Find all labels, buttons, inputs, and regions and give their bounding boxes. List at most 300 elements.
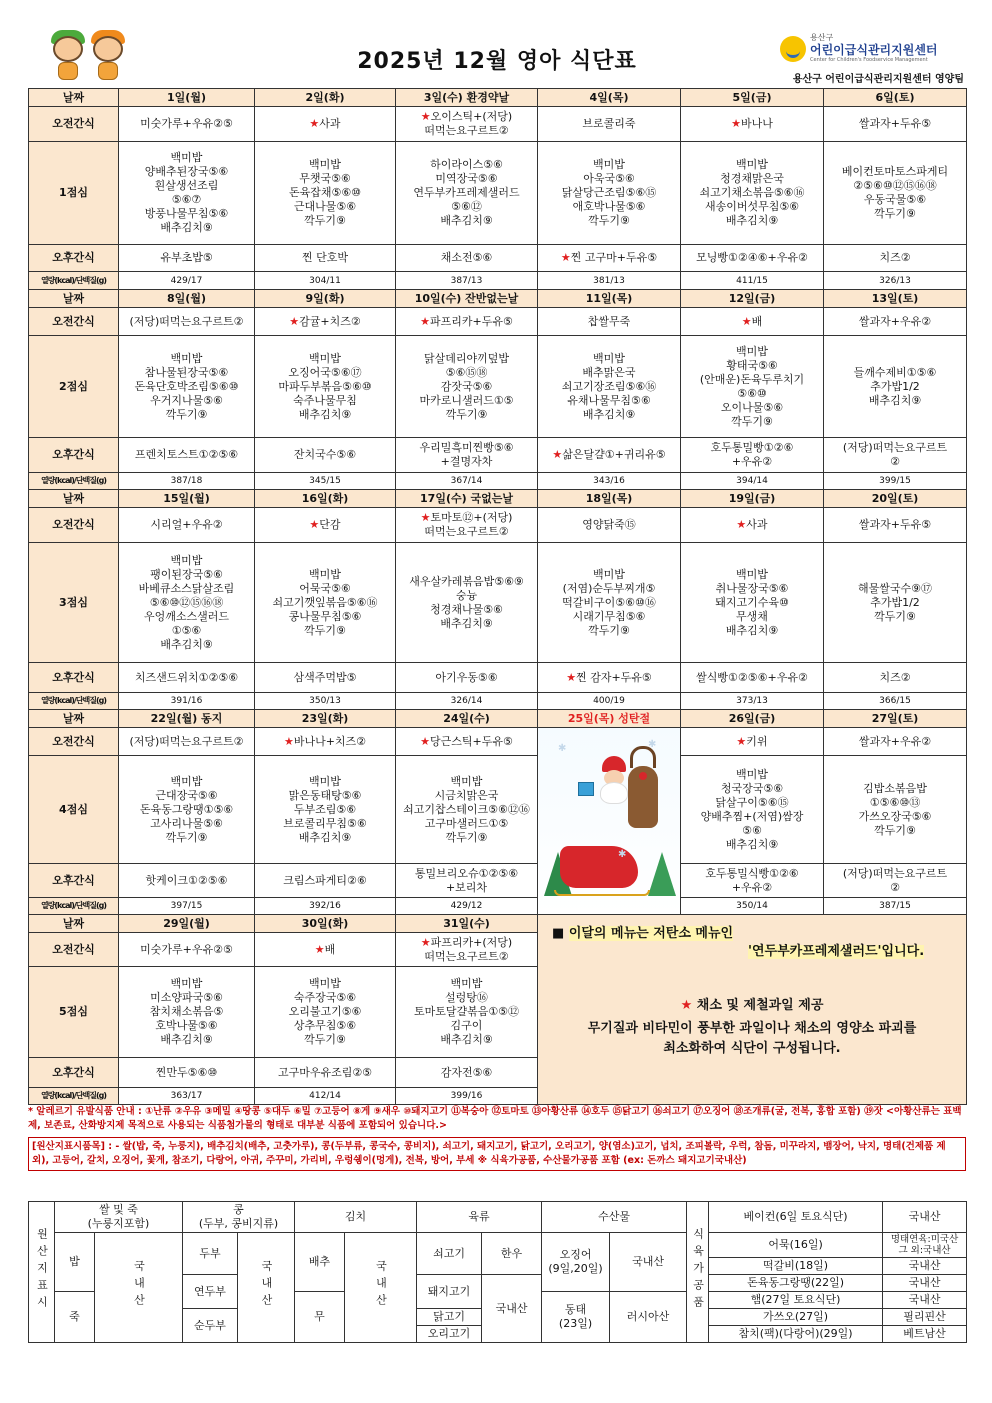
pm-menu-cell bbox=[119, 864, 255, 898]
menu-line: 쇠고기장조림⑤⑥⑯ bbox=[561, 379, 657, 393]
am-row-week-1 bbox=[29, 107, 967, 142]
menu-line: 367/14 bbox=[450, 476, 483, 486]
menu-line: 브로콜리죽 bbox=[582, 117, 636, 130]
pm-row-week-3 bbox=[29, 663, 967, 693]
menu-line: 유부초밥⑤ bbox=[160, 251, 213, 264]
menu-line: +우유② bbox=[731, 455, 773, 468]
menu-line: 쌀과자+두유⑤ bbox=[858, 518, 932, 531]
pm-menu-cell bbox=[824, 663, 967, 693]
menu-line: 394/14 bbox=[736, 476, 768, 486]
nut-menu-cell bbox=[255, 898, 396, 915]
nut-menu-cell bbox=[538, 272, 681, 290]
am-menu-cell bbox=[255, 728, 396, 756]
pm-row-week-4 bbox=[29, 864, 967, 898]
snowflake-icon: ✱ bbox=[558, 743, 567, 754]
nut-menu-cell bbox=[255, 693, 396, 710]
star-icon: ★ bbox=[560, 251, 571, 264]
lunch-menu-cell bbox=[119, 543, 255, 663]
menu-line: 황태국⑤⑥ bbox=[726, 358, 778, 372]
am-menu-cell bbox=[681, 308, 824, 336]
menu-line: 400/19 bbox=[593, 696, 625, 706]
menu-line: 호두통밀식빵①②⑥ bbox=[705, 866, 799, 880]
rice-bap: 밥 bbox=[55, 1233, 95, 1292]
menu-line: 배추김치⑨ bbox=[160, 221, 213, 234]
nut-row-week-3 bbox=[29, 693, 967, 710]
pm-menu-cell bbox=[824, 245, 967, 272]
pm-menu-cell bbox=[255, 1058, 396, 1088]
star-icon: ★ bbox=[736, 518, 747, 531]
am-menu-cell bbox=[119, 508, 255, 543]
menu-line: 381/13 bbox=[593, 275, 625, 286]
meat-beef-origin: 한우 bbox=[482, 1233, 542, 1275]
am-label: 오전간식 bbox=[29, 508, 119, 543]
allergy-list: * 알레르기 유발식품 안내 : ①난류 ②우유 ③메밀 ④땅콩 ⑤대두 ⑥밀 ⑦고등어 ⑧게 ⑨새우 ⑩돼지고기 ⑪복숭아 ⑫토마토 ⑬아황산류 ⑭호두 ⑮닭고기 ⑯쇠고기 ⑰오징어 ⑱조개류(굴, 전복, 홍합 포함) ⑲잣 <아황산류는 표백제, 보존료, 산화방지제 목적으로 사용되는 식품첨가물의 형태로 대부분 식품에 포함되어 있습니다.> bbox=[28, 1106, 962, 1131]
am-label: 오전간식 bbox=[29, 728, 119, 756]
menu-line: 백미밥 bbox=[736, 344, 768, 358]
menu-line: 399/15 bbox=[879, 476, 911, 486]
nut-menu-cell bbox=[681, 693, 824, 710]
date-row-week-4 bbox=[29, 710, 967, 728]
date-cell: 18일(목) bbox=[538, 490, 681, 508]
menu-line: 우동국물⑤⑥ bbox=[863, 193, 927, 206]
lunch-menu-cell bbox=[824, 336, 967, 438]
menu-line: +결명자차 bbox=[440, 455, 493, 468]
menu-line: (저당)떠먹는요구르트 bbox=[842, 866, 948, 880]
menu-line: 베이컨토마토스파게티 bbox=[841, 165, 949, 178]
pm-menu-cell bbox=[681, 663, 824, 693]
menu-line: ⑤⑥⑩⑫⑮⑯⑱ bbox=[149, 595, 224, 609]
meat-beef: 쇠고기 bbox=[417, 1233, 482, 1275]
pm-menu-cell bbox=[396, 438, 538, 473]
menu-line: 해물쌀국수⑨⑰ bbox=[858, 581, 932, 595]
menu-line: ★토마토⑫+(저당) bbox=[420, 511, 513, 524]
menu-line: 깍두기⑨ bbox=[588, 214, 630, 227]
am-menu-cell bbox=[119, 308, 255, 336]
menu-line: 떠먹는요구르트② bbox=[424, 949, 509, 963]
bean-soft-tofu: 연두부 bbox=[183, 1275, 238, 1309]
menu-line: 배추김치⑨ bbox=[582, 407, 636, 421]
menu-line: 우리밀흑미찐빵⑤⑥ bbox=[419, 441, 514, 454]
date-label: 날짜 bbox=[29, 290, 119, 308]
menu-line: 쌀과자+우유② bbox=[858, 314, 932, 328]
menu-line: 맑은동태탕⑤⑥ bbox=[288, 788, 362, 802]
lunch-menu-cell bbox=[119, 142, 255, 245]
menu-line: 들깨수제비①⑤⑥ bbox=[853, 365, 937, 379]
menu-line: 304/11 bbox=[309, 275, 341, 286]
logo-district: 용산구 bbox=[810, 33, 834, 42]
lunch-menu-cell bbox=[538, 543, 681, 663]
star-icon: ★ bbox=[289, 314, 300, 328]
lunch-menu-cell bbox=[396, 142, 538, 245]
lunch-menu-cell bbox=[681, 543, 824, 663]
menu-line: 고사리나물⑤⑥ bbox=[150, 816, 223, 830]
menu-line: 오리불고기⑤⑥ bbox=[288, 1005, 362, 1018]
menu-line: 387/13 bbox=[450, 275, 483, 286]
menu-line: ⑤⑥⑦ bbox=[171, 193, 202, 206]
menu-line: 찹쌀무죽 bbox=[587, 314, 631, 328]
menu-line: 백미밥 bbox=[170, 351, 203, 365]
processed-origin: 국내산 bbox=[883, 1202, 967, 1233]
menu-line: 크림스파게티②⑥ bbox=[283, 873, 367, 887]
kimchi-header: 김치 bbox=[295, 1202, 417, 1233]
menu-line: 치즈② bbox=[879, 251, 911, 264]
processed-item: 참치(팩)(다랑어)(29일) bbox=[709, 1326, 883, 1343]
logo-english-name: Center for Children's Foodservice Management bbox=[810, 57, 928, 63]
lunch-row-week-4 bbox=[29, 756, 967, 864]
lunch-label: 5점심 bbox=[29, 967, 119, 1058]
star-icon: ★ bbox=[420, 314, 431, 328]
menu-line: 돈육단호박조림⑤⑥⑩ bbox=[134, 379, 239, 393]
am-menu-cell bbox=[255, 933, 396, 967]
am-menu-cell bbox=[119, 933, 255, 967]
menu-line: 백미밥 bbox=[170, 977, 203, 990]
origin-table bbox=[28, 1201, 967, 1343]
sea-squid: 오징어 (9일,20일) bbox=[542, 1233, 610, 1292]
menu-line: 닭살당근조림⑤⑥⑮ bbox=[561, 186, 657, 199]
menu-line: 감자전⑤⑥ bbox=[440, 1065, 493, 1079]
menu-line: 돼지고기수육⑩ bbox=[715, 595, 789, 609]
menu-line: 청경채맑은국 bbox=[720, 172, 784, 185]
menu-line: 양배추된장국⑤⑥ bbox=[144, 165, 229, 178]
menu-line: 모닝빵①②④⑥+우유② bbox=[696, 251, 808, 264]
nut-menu-cell bbox=[255, 1088, 396, 1105]
star-icon: ★ bbox=[420, 935, 431, 949]
menu-line: 고구마샐러드①⑤ bbox=[424, 816, 509, 830]
bean-sundubu: 순두부 bbox=[183, 1309, 238, 1343]
star-icon: ★ bbox=[731, 117, 741, 130]
date-cell: 15일(월) bbox=[119, 490, 255, 508]
am-menu-cell bbox=[538, 107, 681, 142]
date-row-week-5 bbox=[29, 915, 967, 933]
menu-line: 배추김치⑨ bbox=[298, 407, 352, 421]
christmas-illustration bbox=[538, 728, 681, 915]
am-menu-cell bbox=[681, 508, 824, 543]
lunch-menu-cell bbox=[396, 756, 538, 864]
menu-line: 배추김치⑨ bbox=[725, 837, 779, 851]
menu-line: 아기우동⑤⑥ bbox=[435, 670, 498, 684]
date-label: 날짜 bbox=[29, 490, 119, 508]
menu-line: 오징어국⑤⑥⑰ bbox=[288, 365, 362, 379]
menu-line: 콩나물무침⑤⑥ bbox=[288, 609, 362, 623]
processed-origin: 국내산 bbox=[883, 1275, 967, 1292]
menu-line: 숭늉 bbox=[455, 588, 478, 602]
star-icon: ★ bbox=[566, 670, 577, 684]
menu-line: 오이나물⑤⑥ bbox=[720, 400, 784, 414]
menu-line: 쌀과자+우유② bbox=[858, 734, 932, 748]
lunch-menu-cell bbox=[538, 142, 681, 245]
menu-line: 깍두기⑨ bbox=[874, 609, 916, 623]
menu-line: 잔치국수⑤⑥ bbox=[293, 448, 357, 461]
snowflake-icon: ✱ bbox=[618, 849, 627, 860]
menu-line: 호박나물⑤⑥ bbox=[155, 1019, 218, 1032]
menu-line: 백미밥 bbox=[736, 767, 768, 781]
menu-line: ★당근스틱+두유⑤ bbox=[420, 734, 513, 748]
lunch-menu-cell bbox=[255, 543, 396, 663]
date-cell: 23일(화) bbox=[255, 710, 396, 728]
date-cell: 13일(토) bbox=[824, 290, 967, 308]
menu-line: 애호박나물⑤⑥ bbox=[572, 200, 646, 213]
sleigh-runner-icon bbox=[554, 890, 650, 896]
menu-line: 366/15 bbox=[879, 696, 911, 706]
menu-line: 백미밥 bbox=[170, 553, 203, 567]
menu-line: ★찐 고구마+두유⑤ bbox=[560, 251, 658, 264]
tree-icon bbox=[648, 852, 676, 896]
menu-line: 김구이 bbox=[450, 1019, 483, 1032]
menu-line: 쇠고기찹스테이크⑤⑥⑫⑯ bbox=[403, 802, 530, 816]
lunch-menu-cell bbox=[681, 756, 824, 864]
bean-header: 콩 (두부, 콩비지류) bbox=[183, 1202, 295, 1233]
menu-line: 399/16 bbox=[450, 1091, 483, 1101]
lunch-menu-cell bbox=[681, 336, 824, 438]
pm-menu-cell bbox=[255, 438, 396, 473]
lunch-label: 2점심 bbox=[29, 336, 119, 438]
menu-line: ①⑤⑥ bbox=[171, 623, 202, 637]
kimchi-cabbage: 배추 bbox=[295, 1233, 345, 1292]
am-menu-cell bbox=[681, 728, 824, 756]
menu-line: 429/17 bbox=[170, 275, 203, 286]
menu-line: ★바나나 bbox=[731, 117, 773, 130]
date-cell: 5일(금) bbox=[681, 89, 824, 107]
lunch-menu-cell bbox=[119, 336, 255, 438]
nut-menu-cell bbox=[824, 272, 967, 290]
menu-line: 돈육동그랑땡①⑤⑥ bbox=[139, 802, 234, 816]
menu-line: 350/14 bbox=[736, 901, 768, 911]
menu-line: 쇠고기채소볶음⑤⑥⑯ bbox=[699, 186, 805, 199]
nut-menu-cell bbox=[681, 898, 824, 915]
pm-row-week-1 bbox=[29, 245, 967, 272]
pm-row-week-2 bbox=[29, 438, 967, 473]
menu-line: 추가밥1/2 bbox=[870, 379, 920, 393]
date-label: 날짜 bbox=[29, 915, 119, 933]
menu-line: 삼색주먹밥⑤ bbox=[293, 670, 357, 684]
date-cell: 9일(화) bbox=[255, 290, 396, 308]
date-cell: 3일(수) 환경약날 bbox=[396, 89, 538, 107]
date-cell: 25일(목) 성탄절 bbox=[538, 710, 681, 728]
menu-line: 백미밥 bbox=[450, 977, 483, 990]
menu-line: 청경채나물⑤⑥ bbox=[430, 602, 503, 616]
processed-origin bbox=[883, 1233, 967, 1258]
menu-line: 근대나물⑤⑥ bbox=[293, 200, 357, 213]
menu-line: 호두통밀빵①②⑥ bbox=[710, 441, 794, 454]
menu-line: 치즈② bbox=[879, 670, 911, 684]
menu-line: 깍두기⑨ bbox=[165, 830, 208, 844]
menu-line: 미역장국⑤⑥ bbox=[435, 172, 498, 185]
nut-menu-cell bbox=[824, 473, 967, 490]
notice-line-1: 이달의 메뉴는 저탄소 메뉴인 bbox=[568, 926, 734, 941]
date-cell: 8일(월) bbox=[119, 290, 255, 308]
am-menu-cell bbox=[396, 933, 538, 967]
menu-line: 시리얼+우유② bbox=[150, 518, 223, 531]
menu-line: 326/13 bbox=[879, 275, 911, 286]
date-cell: 20일(토) bbox=[824, 490, 967, 508]
processed-origin: 국내산 bbox=[883, 1258, 967, 1275]
star-icon: ★ bbox=[314, 942, 325, 956]
menu-line: 363/17 bbox=[170, 1091, 203, 1101]
menu-line: 하이라이스⑤⑥ bbox=[430, 158, 503, 171]
nut-menu-cell bbox=[396, 1088, 538, 1105]
menu-line: 어묵국⑤⑥ bbox=[299, 581, 351, 595]
date-cell: 24일(수) bbox=[396, 710, 538, 728]
am-menu-cell bbox=[396, 728, 538, 756]
am-menu-cell bbox=[538, 508, 681, 543]
lunch-menu-cell bbox=[824, 142, 967, 245]
date-cell: 29일(월) bbox=[119, 915, 255, 933]
lunch-menu-cell bbox=[255, 142, 396, 245]
menu-line: 깍두기⑨ bbox=[165, 407, 208, 421]
nut-menu-cell bbox=[538, 473, 681, 490]
lunch-label: 1점심 bbox=[29, 142, 119, 245]
menu-line: ★배 bbox=[314, 942, 336, 956]
nut-menu-cell bbox=[396, 473, 538, 490]
menu-line: 백미밥 bbox=[309, 158, 341, 171]
am-row-week-2 bbox=[29, 308, 967, 336]
meat-header: 육류 bbox=[417, 1202, 542, 1233]
menu-line: 취나물장국⑤⑥ bbox=[715, 581, 789, 595]
menu-line: 설렁탕⑯ bbox=[445, 991, 488, 1004]
am-menu-cell bbox=[396, 107, 538, 142]
pm-menu-cell bbox=[538, 438, 681, 473]
menu-line: 백미밥 bbox=[170, 774, 203, 788]
menu-line: ②⑤⑥⑩⑫⑮⑯⑱ bbox=[853, 179, 937, 192]
star-icon: ★ bbox=[741, 314, 752, 328]
origin-line: 명태연육:미국산 bbox=[890, 1234, 959, 1245]
star-icon: ★ bbox=[309, 117, 320, 130]
gift-icon bbox=[578, 782, 594, 796]
menu-line: 백미밥 bbox=[593, 351, 625, 365]
date-cell: 16일(화) bbox=[255, 490, 396, 508]
menu-line: 깍두기⑨ bbox=[304, 623, 346, 637]
rice-juk: 죽 bbox=[55, 1292, 95, 1343]
menu-line: 배추김치⑨ bbox=[160, 1033, 213, 1046]
menu-line: 411/15 bbox=[736, 275, 768, 286]
snowflake-icon: ✱ bbox=[648, 739, 657, 750]
menu-line: 배추김치⑨ bbox=[160, 637, 213, 651]
menu-line: 345/15 bbox=[309, 476, 341, 486]
star-icon: ★ bbox=[420, 511, 431, 524]
logo-center-name: 어린이급식관리지원센터 bbox=[810, 43, 938, 57]
date-cell: 31일(수) bbox=[396, 915, 538, 933]
menu-line: ★키위 bbox=[736, 734, 768, 748]
menu-line: 미숫가루+우유②⑤ bbox=[140, 117, 233, 130]
menu-line: 백미밥 bbox=[736, 158, 768, 171]
menu-line: 깍두기⑨ bbox=[304, 1033, 346, 1046]
lunch-menu-cell bbox=[396, 967, 538, 1058]
am-menu-cell bbox=[824, 308, 967, 336]
menu-line: 통밀브리오슈①②⑤⑥ bbox=[414, 866, 519, 880]
nut-menu-cell bbox=[119, 1088, 255, 1105]
nut-label: 열량(kcal)/단백질(g) bbox=[29, 473, 119, 490]
date-cell: 6일(토) bbox=[824, 89, 967, 107]
origin-line: 그 외:국내산 bbox=[898, 1245, 951, 1256]
santa-icon bbox=[594, 756, 634, 814]
meat-duck: 오리고기 bbox=[417, 1326, 482, 1343]
page-header bbox=[28, 30, 966, 86]
menu-line: 돈육잡채⑤⑥⑩ bbox=[288, 186, 362, 199]
pm-menu-cell bbox=[255, 864, 396, 898]
lunch-menu-cell bbox=[824, 756, 967, 864]
menu-line: 백미밥 bbox=[309, 567, 341, 581]
menu-line: 치즈샌드위치①②⑤⑥ bbox=[134, 670, 239, 684]
lunch-row-week-2 bbox=[29, 336, 967, 438]
am-label: 오전간식 bbox=[29, 308, 119, 336]
processed-item: 베이컨(6일 토요식단) bbox=[709, 1202, 883, 1233]
menu-line: 연두부카프레제샐러드 bbox=[413, 186, 520, 199]
menu-line: 청국장국⑤⑥ bbox=[720, 781, 784, 795]
pm-menu-cell bbox=[255, 663, 396, 693]
pm-menu-cell bbox=[824, 864, 967, 898]
page-title: 2025년 12월 영아 식단표 bbox=[357, 49, 637, 74]
processed-item: 가쓰오(27일) bbox=[709, 1309, 883, 1326]
pm-menu-cell bbox=[396, 245, 538, 272]
nut-menu-cell bbox=[119, 693, 255, 710]
menu-line: 두부조림⑤⑥ bbox=[293, 802, 357, 816]
menu-line: ⑤⑥⑮⑱ bbox=[445, 365, 488, 379]
menu-line: (저당)떠먹는요구르트 bbox=[842, 441, 948, 454]
menu-line: 닭살구이⑤⑥⑮ bbox=[715, 795, 789, 809]
menu-line: (저당)떠먹는요구르트② bbox=[129, 314, 244, 328]
allergy-notice bbox=[28, 1105, 966, 1171]
am-menu-cell bbox=[119, 107, 255, 142]
square-bullet-icon: ■ bbox=[552, 926, 569, 941]
team-name: 용산구 어린이급식관리지원센터 영양팀 bbox=[792, 74, 964, 85]
menu-line: 양배추찜+(저염)쌈장 bbox=[700, 809, 804, 823]
processed-item: 햄(27일 토요식단) bbox=[709, 1292, 883, 1309]
date-cell: 17일(수) 국없는날 bbox=[396, 490, 538, 508]
date-row-week-1 bbox=[29, 89, 967, 107]
menu-line: 백미밥 bbox=[593, 567, 625, 581]
menu-line: 391/16 bbox=[170, 696, 203, 706]
date-cell: 30일(화) bbox=[255, 915, 396, 933]
menu-line: 흰살생선조림 bbox=[154, 179, 219, 192]
menu-line: 깍두기⑨ bbox=[445, 830, 488, 844]
kimchi-radish: 무 bbox=[295, 1292, 345, 1343]
menu-line: ⑤⑥⑩ bbox=[737, 386, 767, 400]
lunch-menu-cell bbox=[538, 336, 681, 438]
lunch-label: 3점심 bbox=[29, 543, 119, 663]
lunch-menu-cell bbox=[255, 756, 396, 864]
date-row-week-3 bbox=[29, 490, 967, 508]
menu-line: 바베큐소스닭살조림 bbox=[138, 581, 235, 595]
menu-line: ★사과 bbox=[309, 117, 341, 130]
date-cell: 4일(목) bbox=[538, 89, 681, 107]
menu-line: 영양닭죽⑮ bbox=[582, 518, 636, 531]
pm-menu-cell bbox=[396, 1058, 538, 1088]
am-menu-cell bbox=[119, 728, 255, 756]
menu-line: 핫케이크①②⑤⑥ bbox=[145, 873, 228, 887]
rice-origin: 국내산 bbox=[95, 1233, 183, 1343]
menu-line: 배추김치⑨ bbox=[440, 616, 493, 630]
pm-menu-cell bbox=[681, 438, 824, 473]
lunch-menu-cell bbox=[255, 967, 396, 1058]
date-cell: 12일(금) bbox=[681, 290, 824, 308]
menu-line: 우거지나물⑤⑥ bbox=[150, 393, 223, 407]
menu-line: 쌀과자+두유⑤ bbox=[858, 117, 932, 130]
pm-menu-cell bbox=[538, 663, 681, 693]
processed-food-label: 식육가공품 bbox=[687, 1202, 709, 1343]
lunch-menu-cell bbox=[824, 543, 967, 663]
menu-line: ⑤⑥⑫ bbox=[451, 200, 482, 213]
nut-label: 열량(kcal)/단백질(g) bbox=[29, 1088, 119, 1105]
date-cell: 22일(월) 동지 bbox=[119, 710, 255, 728]
pm-menu-cell bbox=[681, 245, 824, 272]
menu-line: 쌀식빵①②⑤⑥+우유② bbox=[696, 670, 808, 684]
nut-menu-cell bbox=[396, 272, 538, 290]
menu-line: 373/13 bbox=[736, 696, 768, 706]
menu-line: 배추김치⑨ bbox=[440, 1033, 493, 1046]
menu-line: 백미밥 bbox=[170, 151, 203, 164]
menu-line: 방풍나물무침⑤⑥ bbox=[144, 207, 229, 220]
menu-line: 숙주장국⑤⑥ bbox=[293, 991, 357, 1004]
